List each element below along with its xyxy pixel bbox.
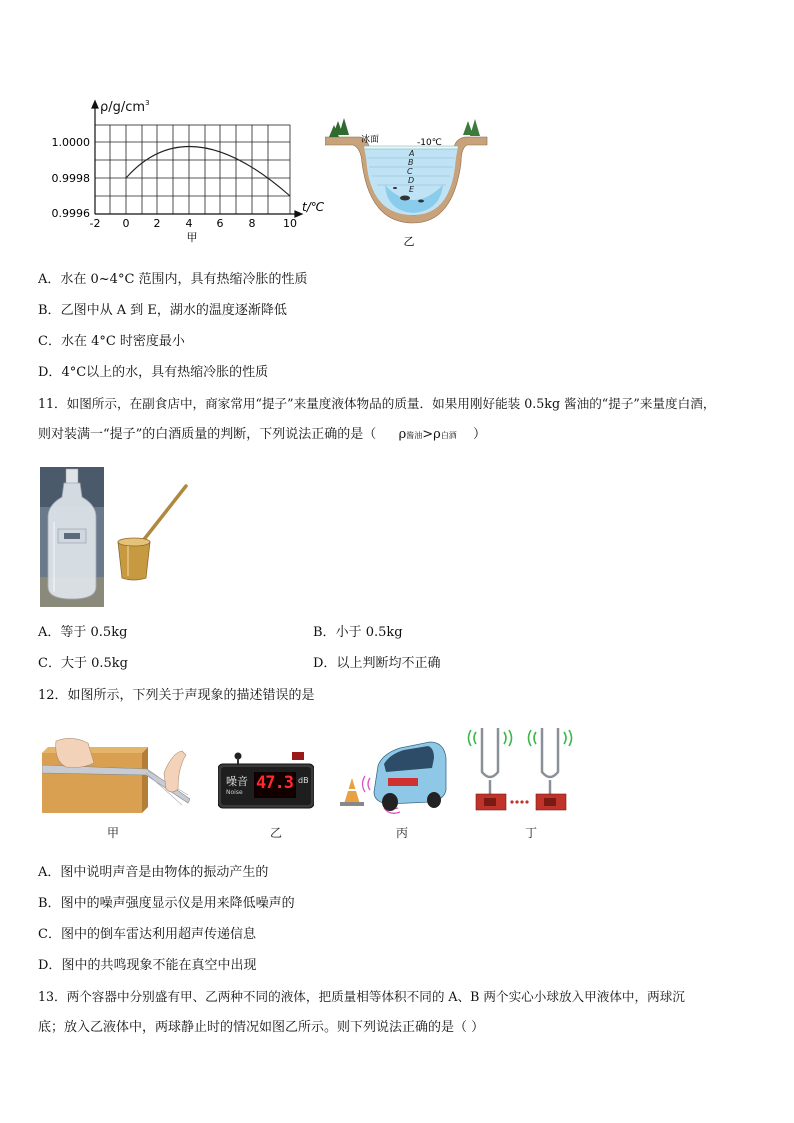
option-label: C． [38, 927, 61, 942]
option-label: B． [38, 896, 61, 911]
ice-label: 冰面 [361, 135, 380, 145]
caption-yi: 乙 [270, 826, 283, 840]
caption-ding: 丁 [525, 826, 538, 840]
lake-caption: 乙 [403, 235, 415, 248]
option-label: A． [38, 865, 61, 880]
layer-letter: B [408, 158, 414, 167]
vibrating-ruler-image [42, 733, 190, 815]
x-tick: 0 [122, 217, 130, 230]
q12-option-d[interactable] [38, 957, 256, 975]
x-tick: -2 [89, 217, 101, 230]
y-tick-2: 0.9998 [51, 172, 90, 185]
option-label: C． [38, 656, 61, 671]
q11-option-d[interactable] [313, 655, 440, 673]
option-text: 图中的噪声强度显示仪是用来降低噪声的 [60, 896, 295, 911]
option-text: 水在 0~4°C 范围内，具有热缩冷胀的性质 [60, 272, 308, 287]
graph-caption: 甲 [186, 231, 198, 244]
caption-jia: 甲 [107, 826, 120, 840]
option-label: B． [38, 303, 61, 318]
noise-unit: dB [298, 776, 309, 785]
tree-icon [329, 118, 349, 137]
q12-option-a[interactable] [38, 864, 268, 882]
noise-meter-image [218, 752, 314, 810]
option-text: 图中的倒车雷达利用超声传递信息 [60, 927, 256, 942]
x-axis-label: t/℃ [302, 200, 325, 214]
option-text: 大于 0.5kg [60, 656, 128, 671]
traffic-cone-icon [340, 778, 364, 806]
y-tick-3: 0.9996 [51, 207, 90, 220]
resonance-dots-icon [510, 800, 528, 803]
q11-stem-text: 则对装满一“提子”的白酒质量的判断，下列说法正确的是（ [38, 427, 377, 442]
option-text: 等于 0.5kg [60, 625, 128, 640]
sound-wave-icon [469, 730, 572, 746]
tree-icon [463, 119, 480, 136]
option-text: 图中说明声音是由物体的振动产生的 [60, 865, 269, 880]
rho-symbol: ρ [433, 427, 441, 442]
q12-option-b[interactable] [38, 895, 295, 913]
graph-axes [92, 101, 302, 217]
q11-option-a[interactable] [38, 624, 127, 642]
q12-stem: 12．如图所示，下列关于声现象的描述错误的是 [38, 688, 315, 703]
layer-letter: A [409, 149, 415, 158]
rho-subscript-soy: 酱油 [406, 431, 423, 440]
paren-close: ） [472, 427, 486, 442]
option-label: B． [313, 625, 336, 640]
q10-option-a[interactable] [38, 271, 308, 289]
x-tick: 10 [283, 217, 297, 230]
option-text: 小于 0.5kg [335, 625, 403, 640]
noise-reading: 47.3 [256, 773, 293, 793]
layer-letter: C [407, 167, 413, 176]
y-tick-1: 1.0000 [51, 136, 90, 149]
caption-bing: 丙 [396, 826, 409, 840]
temp-label: -10℃ [417, 138, 442, 148]
q10-option-c[interactable] [38, 333, 185, 351]
option-label: D． [38, 365, 62, 380]
q10-option-d[interactable] [38, 364, 268, 382]
greater-than: > [422, 427, 434, 442]
y-axis-label: $\rho/g/cm^3$ [100, 99, 150, 115]
option-label: A． [38, 272, 61, 287]
layer-letter: E [409, 185, 415, 194]
q11-stem-line2 [38, 426, 486, 445]
x-tick: 2 [153, 217, 161, 230]
x-tick: 4 [185, 217, 193, 230]
noise-label-cn: 噪音 [226, 775, 248, 788]
option-text: 以上判断均不正确 [336, 656, 441, 671]
ladle-image [112, 482, 194, 587]
density-curve [126, 146, 290, 196]
option-text: 4°C以上的水，具有热缩冷胀的性质 [61, 365, 269, 380]
liquor-bottle-image [40, 467, 104, 607]
tuning-forks-image [464, 724, 586, 816]
tuning-fork-left [482, 728, 498, 794]
noise-label-en: Noise [226, 789, 243, 796]
q13-stem-line1: 13．两个容器中分别盛有甲、乙两种不同的液体，把质量相等体积不同的 A、B 两个实心小球放入甲液体中，两球沉 [38, 989, 685, 1004]
x-tick: 6 [216, 217, 224, 230]
graph-grid [95, 125, 290, 214]
option-label: C． [38, 334, 61, 349]
tuning-fork-right [542, 728, 558, 794]
q13-stem-line2: 底；放入乙液体中，两球静止时的情况如图乙所示。则下列说法正确的是（ ） [38, 1020, 485, 1035]
layer-letter: D [408, 176, 415, 185]
option-text: 水在 4°C 时密度最小 [60, 334, 185, 349]
q11-option-b[interactable] [313, 624, 403, 642]
option-label: D． [313, 656, 337, 671]
option-label: D． [38, 958, 62, 973]
rho-symbol: ρ [398, 427, 407, 442]
lake-diagram [325, 115, 490, 250]
rho-subscript-liquor: 白酒 [440, 431, 457, 440]
x-tick: 8 [248, 217, 256, 230]
q10-option-b[interactable] [38, 302, 287, 320]
q12-option-c[interactable] [38, 926, 256, 944]
reversing-car-image [330, 738, 448, 816]
option-text: 图中的共鸣现象不能在真空中出现 [61, 958, 257, 973]
q11-option-c[interactable] [38, 655, 128, 673]
q11-stem-line1: 11．如图所示，在副食店中，商家常用“提子”来量度液体物品的质量．如果用刚好能装 0.5kg 酱油的“提子”来量度白酒， [38, 396, 716, 411]
density-graph [40, 95, 340, 245]
option-text: 乙图中从 A 到 E，湖水的温度逐渐降低 [60, 303, 287, 318]
option-label: A． [38, 625, 61, 640]
